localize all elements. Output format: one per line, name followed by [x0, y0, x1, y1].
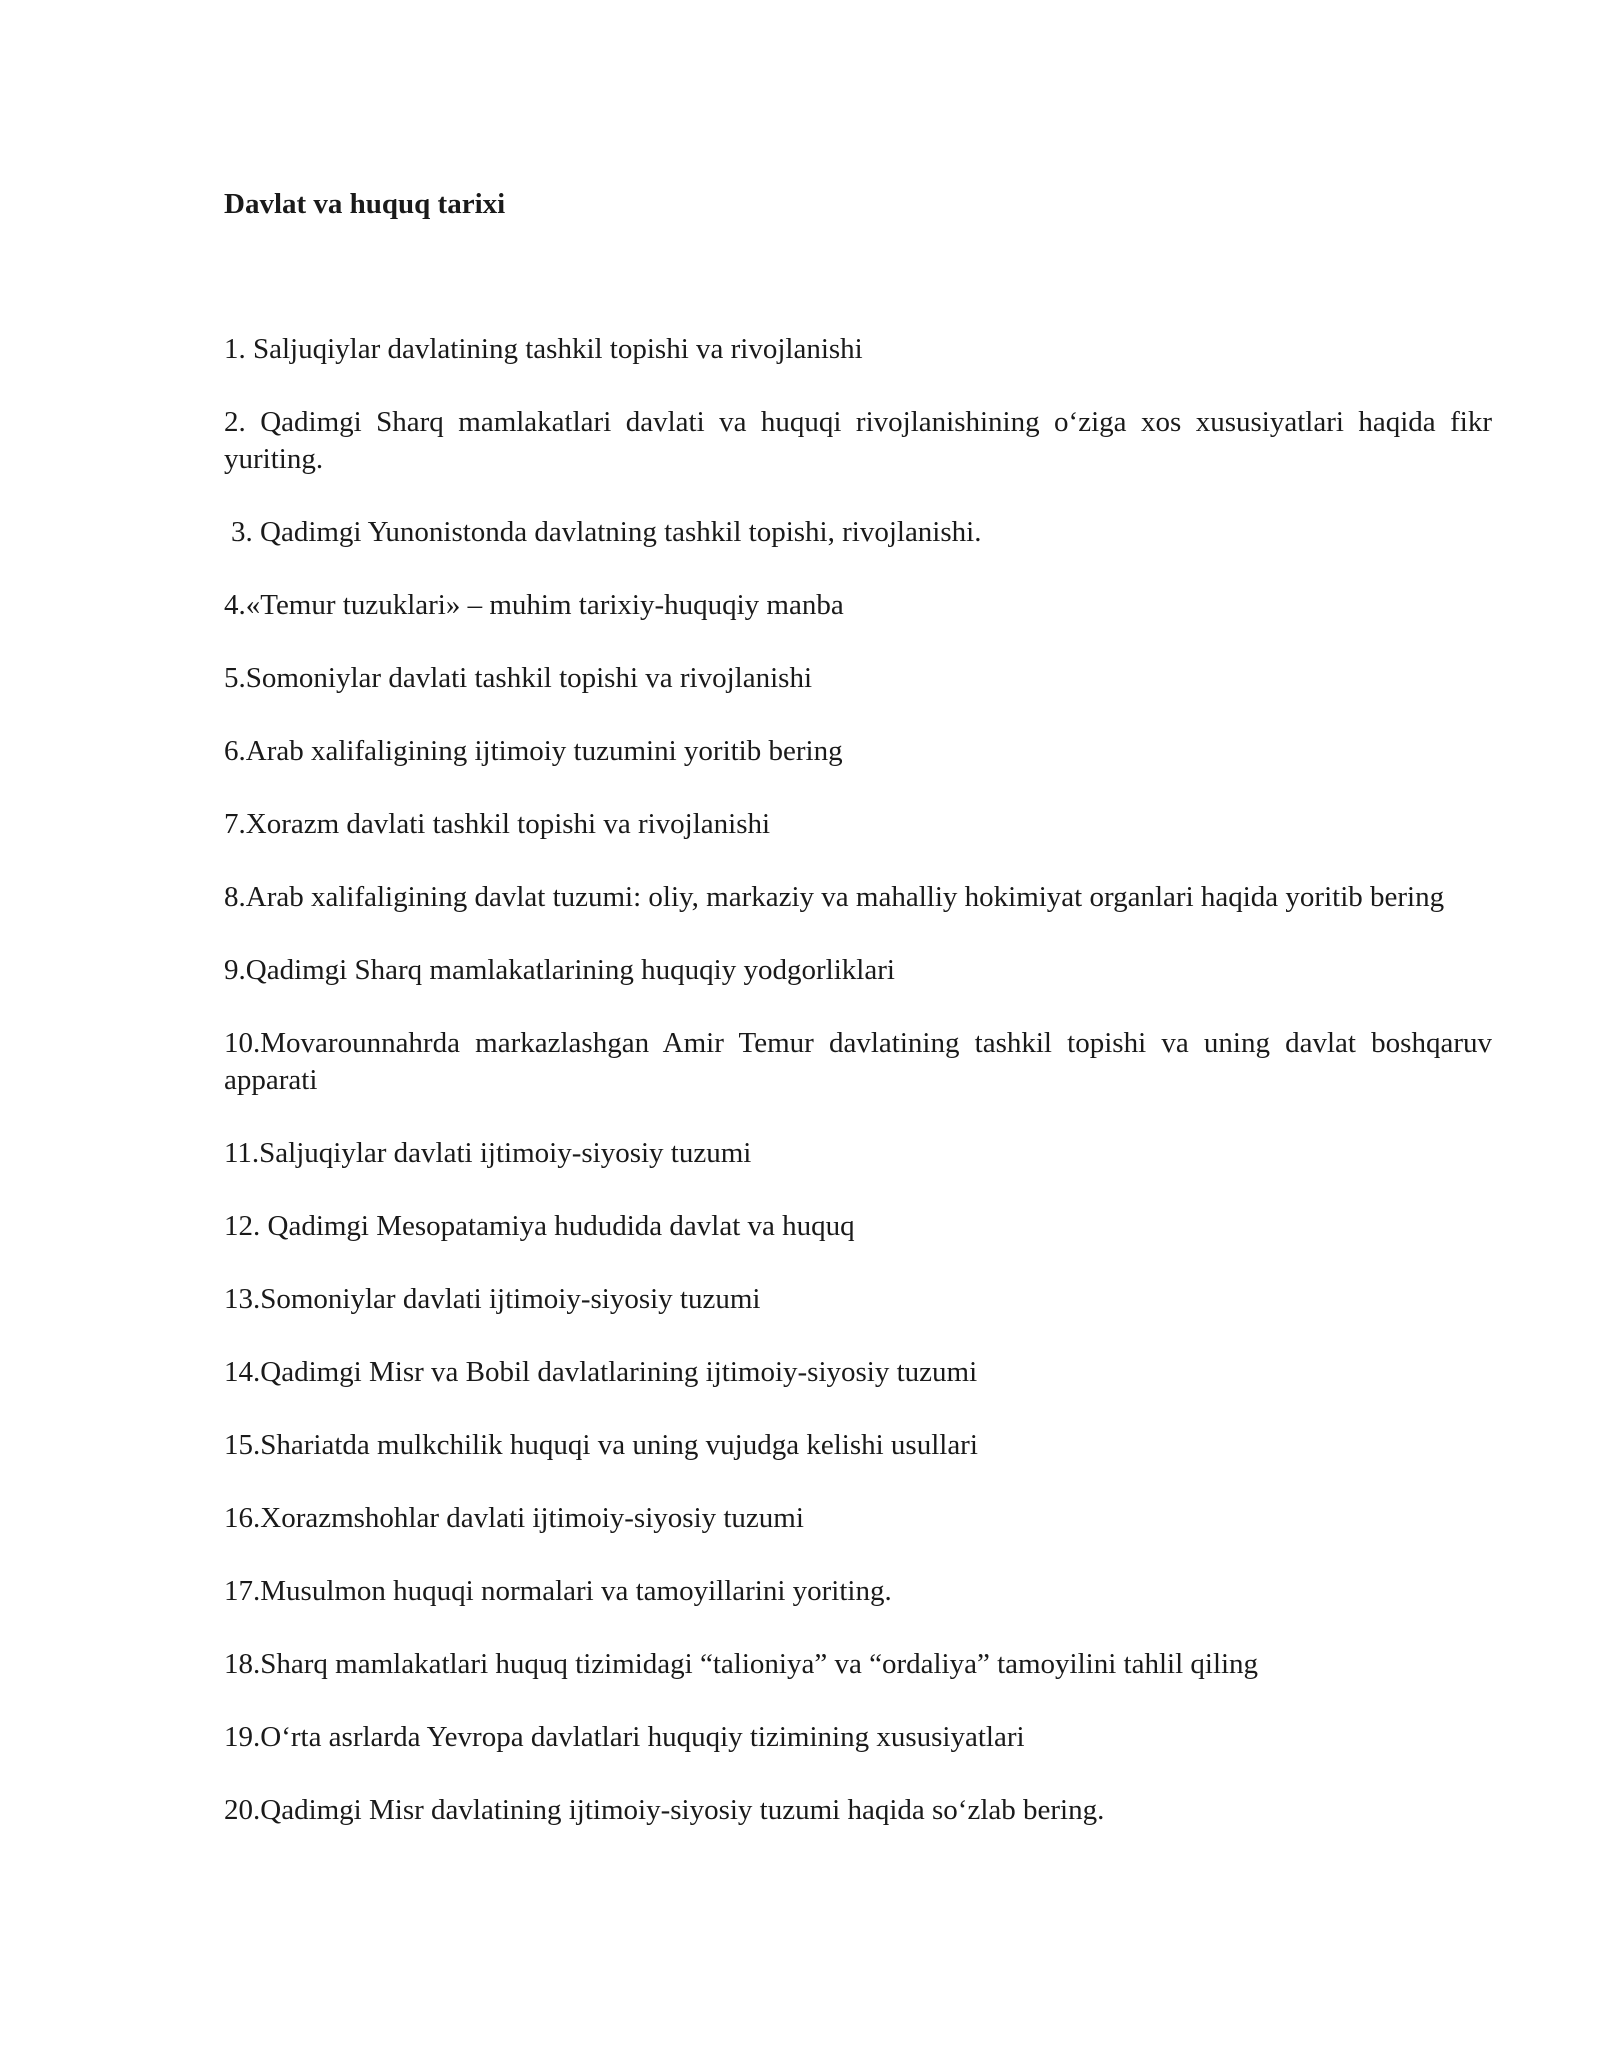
question-item: 5.Somoniylar davlati tashkil topishi va rivojlanishi — [224, 662, 813, 694]
question-item: 16.Xorazmshohlar davlati ijtimoiy-siyosiy tuzumi — [224, 1502, 804, 1534]
question-item: 9.Qadimgi Sharq mamlakatlarining huquqiy yodgorliklari — [224, 954, 895, 986]
question-item: 1. Saljuqiylar davlatining tashkil topishi va rivojlanishi — [224, 333, 863, 365]
question-item: 13.Somoniylar davlati ijtimoiy-siyosiy tuzumi — [224, 1283, 761, 1315]
question-item: 19.O‘rta asrlarda Yevropa davlatlari huquqiy tizimining xususiyatlari — [224, 1721, 1025, 1753]
question-item: 10.Movarounnahrda markazlashgan Amir Temur davlatining tashkil topishi va uning davlat boshqaruv apparati — [224, 1027, 1492, 1096]
question-item: 7.Xorazm davlati tashkil topishi va rivojlanishi — [224, 808, 771, 840]
question-item: 3. Qadimgi Yunonistonda davlatning tashkil topishi, rivojlanishi. — [231, 516, 982, 548]
question-item: 2. Qadimgi Sharq mamlakatlari davlati va huquqi rivojlanishining o‘ziga xos xususiyatlari haqida fikr yuriting. — [224, 406, 1492, 475]
question-item: 11.Saljuqiylar davlati ijtimoiy-siyosiy tuzumi — [224, 1137, 752, 1169]
question-item: 4.«Temur tuzuklari» – muhim tarixiy-huquqiy manba — [224, 589, 844, 621]
question-item: 12. Qadimgi Mesopatamiya hududida davlat va huquq — [224, 1210, 855, 1242]
question-item: 8.Arab xalifaligining davlat tuzumi: oliy, markaziy va mahalliy hokimiyat organlari haqida yoritib bering — [224, 881, 1445, 913]
document-title: Davlat va huquq tarixi — [224, 188, 506, 220]
question-item: 6.Arab xalifaligining ijtimoiy tuzumini yoritib bering — [224, 735, 843, 767]
question-item: 14.Qadimgi Misr va Bobil davlatlarining ijtimoiy-siyosiy tuzumi — [224, 1356, 978, 1388]
document-content — [224, 186, 1492, 1826]
question-item: 18.Sharq mamlakatlari huquq tizimidagi “talioniya” va “ordaliya” tamoyilini tahlil qiling — [224, 1648, 1259, 1680]
question-item: 20.Qadimgi Misr davlatining ijtimoiy-siyosiy tuzumi haqida so‘zlab bering. — [224, 1794, 1105, 1826]
question-list — [224, 331, 1492, 1865]
question-item: 17.Musulmon huquqi normalari va tamoyillarini yoriting. — [224, 1575, 892, 1607]
question-item: 15.Shariatda mulkchilik huquqi va uning vujudga kelishi usullari — [224, 1429, 978, 1461]
